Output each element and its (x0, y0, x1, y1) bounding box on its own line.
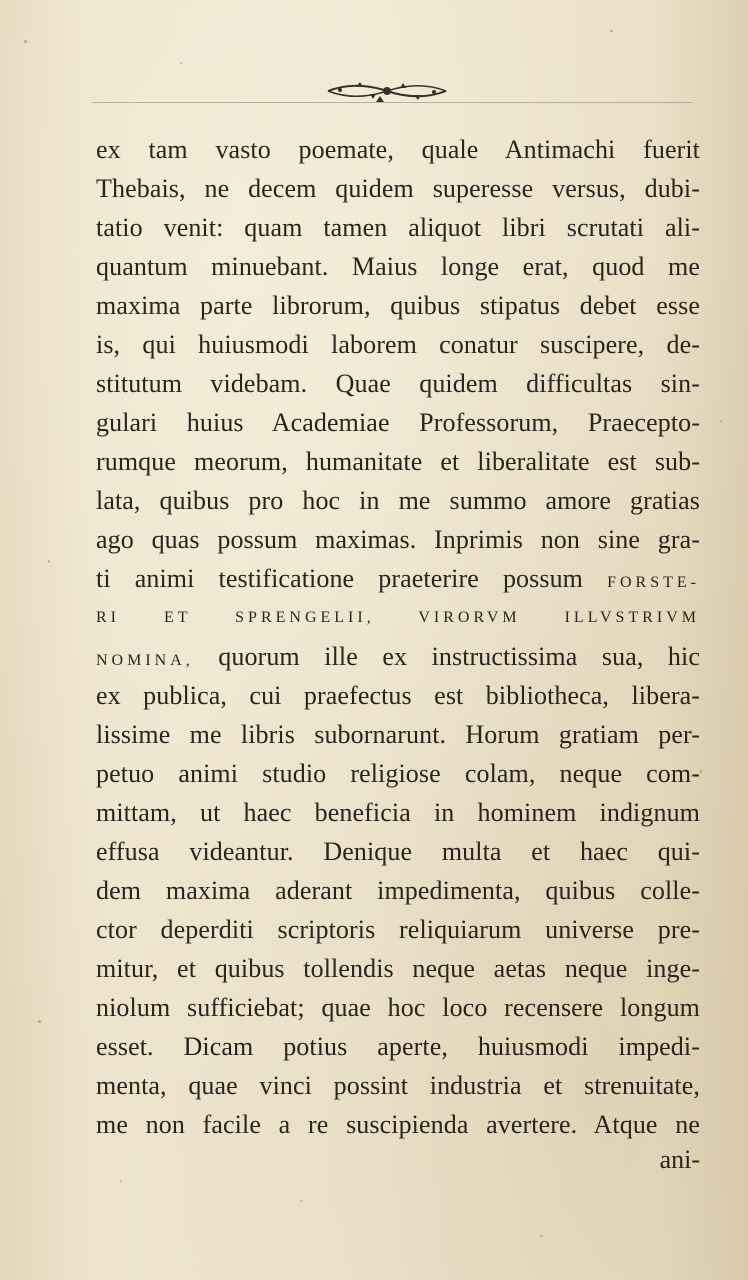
text-line: ago quas possum maximas. Inprimis non sine gra- (96, 525, 700, 554)
text-line: mitur, et quibus tollendis neque aetas neque inge- (96, 954, 700, 983)
text-line: esset. Dicam potius aperte, huiusmodi impedi- (96, 1032, 700, 1061)
catchword: ani- (659, 1145, 700, 1174)
text-line: Thebais, ne decem quidem superesse versus, dubi- (96, 174, 700, 203)
text-line: stitutum videbam. Quae quidem difficultas sin- (96, 369, 700, 398)
text-line: effusa videantur. Denique multa et haec qui- (96, 837, 700, 866)
text-line: lissime me libris subornarunt. Horum gratiam per- (96, 720, 700, 749)
text-line: rumque meorum, humanitate et liberalitate est sub- (96, 447, 700, 476)
text-line: niolum sufficiebat; quae hoc loco recensere longum (96, 993, 700, 1022)
text-line: ex publica, cui praefectus est bibliotheca, libera- (96, 681, 700, 710)
text-line: tatio venit: quam tamen aliquot libri scrutati ali- (96, 213, 700, 242)
text-line: menta, quae vinci possint industria et strenuitate, (96, 1071, 700, 1100)
body-text (96, 130, 700, 1144)
floral-ornament-icon (326, 78, 448, 104)
text-line: mittam, ut haec beneficia in hominem indignum (96, 798, 700, 827)
text-line: RI ET SPRENGELII, VIRORVM ILLVSTRIVM (96, 609, 700, 626)
small-caps-name: NOMINA, (96, 652, 194, 669)
text-line: maxima parte librorum, quibus stipatus debet esse (96, 291, 700, 320)
text-line: lata, quibus pro hoc in me summo amore gratias (96, 486, 700, 515)
text-line: ex tam vasto poemate, quale Antimachi fuerit (96, 135, 700, 164)
text-line: quantum minuebant. Maius longe erat, quod me (96, 252, 700, 281)
text-line: petuo animi studio religiose colam, neque com- (96, 759, 700, 788)
text-line: ctor deperditi scriptoris reliquiarum universe pre- (96, 915, 700, 944)
text-line: NOMINA, quorum ille ex instructissima sua, hic (96, 642, 700, 671)
text-line: me non facile a re suscipienda avertere. Atque ne (96, 1110, 700, 1139)
text-line: gulari huius Academiae Professorum, Praecepto- (96, 408, 700, 437)
text-line: is, qui huiusmodi laborem conatur suscipere, de- (96, 330, 700, 359)
small-caps-name: FORSTE- (607, 574, 700, 591)
text-line: dem maxima aderant impedimenta, quibus colle- (96, 876, 700, 905)
text-line: ti animi testificatione praeterire possum FORSTE- (96, 564, 700, 593)
